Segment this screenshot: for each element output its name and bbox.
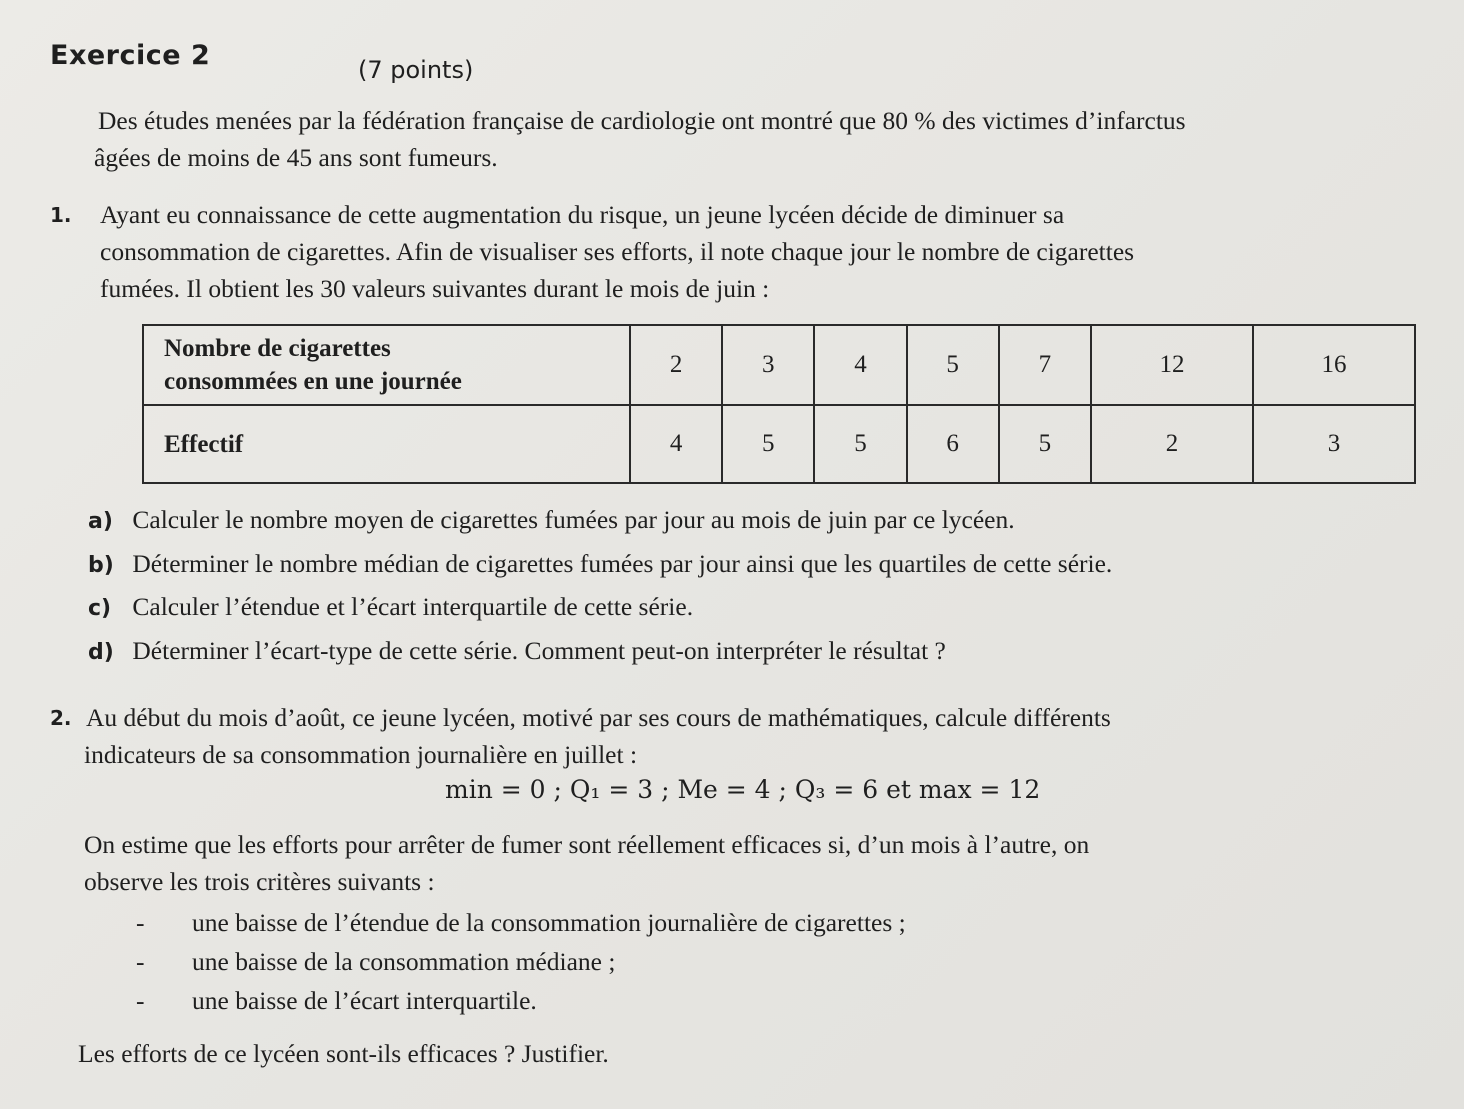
table-cell: 2 [1091,405,1253,483]
table-cell: 5 [907,325,999,405]
exercise-title: Exercice 2 [50,40,211,71]
question-1-number: 1. [50,203,72,227]
table-row-values [143,325,1415,405]
table-cell: 5 [999,405,1091,483]
table-cell: 7 [999,325,1091,405]
criteria-intro-line: observe les trois critères suivants : [84,867,435,896]
criteria-list [136,903,906,1020]
table-cell: 3 [1253,405,1415,483]
criteria-item: - une baisse de la consommation médiane ; [136,947,616,976]
table-row-counts [143,405,1415,483]
table-cell: 5 [814,405,906,483]
question-2-number: 2. [50,706,72,730]
table-cell: 12 [1091,325,1253,405]
question-2-text [84,699,1111,773]
table-cell: 5 [722,405,814,483]
question-1-line: consommation de cigarettes. Afin de visualiser ses efforts, il note chaque jour le nombre de cigarettes [100,237,1135,266]
table-cell: 2 [630,325,722,405]
subquestion-a: a) Calculer le nombre moyen de cigarettes fumées par jour au mois de juin par ce lycéen. [88,505,1015,534]
intro-paragraph [94,102,1186,176]
table-header-values: Nombre de cigarettes consommées en une journée [143,325,630,405]
table-cell: 16 [1253,325,1415,405]
criteria-intro [84,826,1089,900]
table-cell: 4 [630,405,722,483]
question-2-line: indicateurs de sa consommation journalière en juillet : [84,740,638,769]
subquestion-b: b) Déterminer le nombre médian de cigarettes fumées par jour ainsi que les quartiles de cette série. [88,548,1113,578]
intro-line: âgées de moins de 45 ans sont fumeurs. [94,143,498,172]
final-question: Les efforts de ce lycéen sont-ils efficaces ? Justifier. [78,1039,609,1068]
criteria-item: - une baisse de l’écart interquartile. [136,986,537,1015]
subquestion-d: d) Déterminer l’écart-type de cette série. Comment peut-on interpréter le résultat ? [88,635,946,665]
question-1-line: Ayant eu connaissance de cette augmentation du risque, un jeune lycéen décide de diminuer sa [100,200,1065,229]
subquestions-list [88,499,1112,673]
table-header-counts: Effectif [143,405,630,483]
question-1-text [100,196,1134,307]
table-cell: 3 [722,325,814,405]
criteria-item: - une baisse de l’étendue de la consommation journalière de cigarettes ; [136,908,906,937]
exercise-points: (7 points) [358,56,474,84]
table-cell: 6 [907,405,999,483]
intro-line: Des études menées par la fédération française de cardiologie ont montré que 80 % des victimes d’infarctus [98,106,1186,135]
indicators-formula: min = 0 ; Q₁ = 3 ; Me = 4 ; Q₃ = 6 et max = 12 [445,775,1041,804]
criteria-intro-line: On estime que les efforts pour arrêter de fumer sont réellement efficaces si, d’un mois à l’autre, on [84,830,1090,859]
question-1-line: fumées. Il obtient les 30 valeurs suivantes durant le mois de juin : [100,274,770,303]
subquestion-c: c) Calculer l’étendue et l’écart interquartile de cette série. [88,592,694,621]
question-2-line: Au début du mois d’août, ce jeune lycéen, motivé par ses cours de mathématiques, calcule différents [86,703,1111,732]
table-cell: 4 [814,325,906,405]
cigarettes-table [142,324,1416,484]
